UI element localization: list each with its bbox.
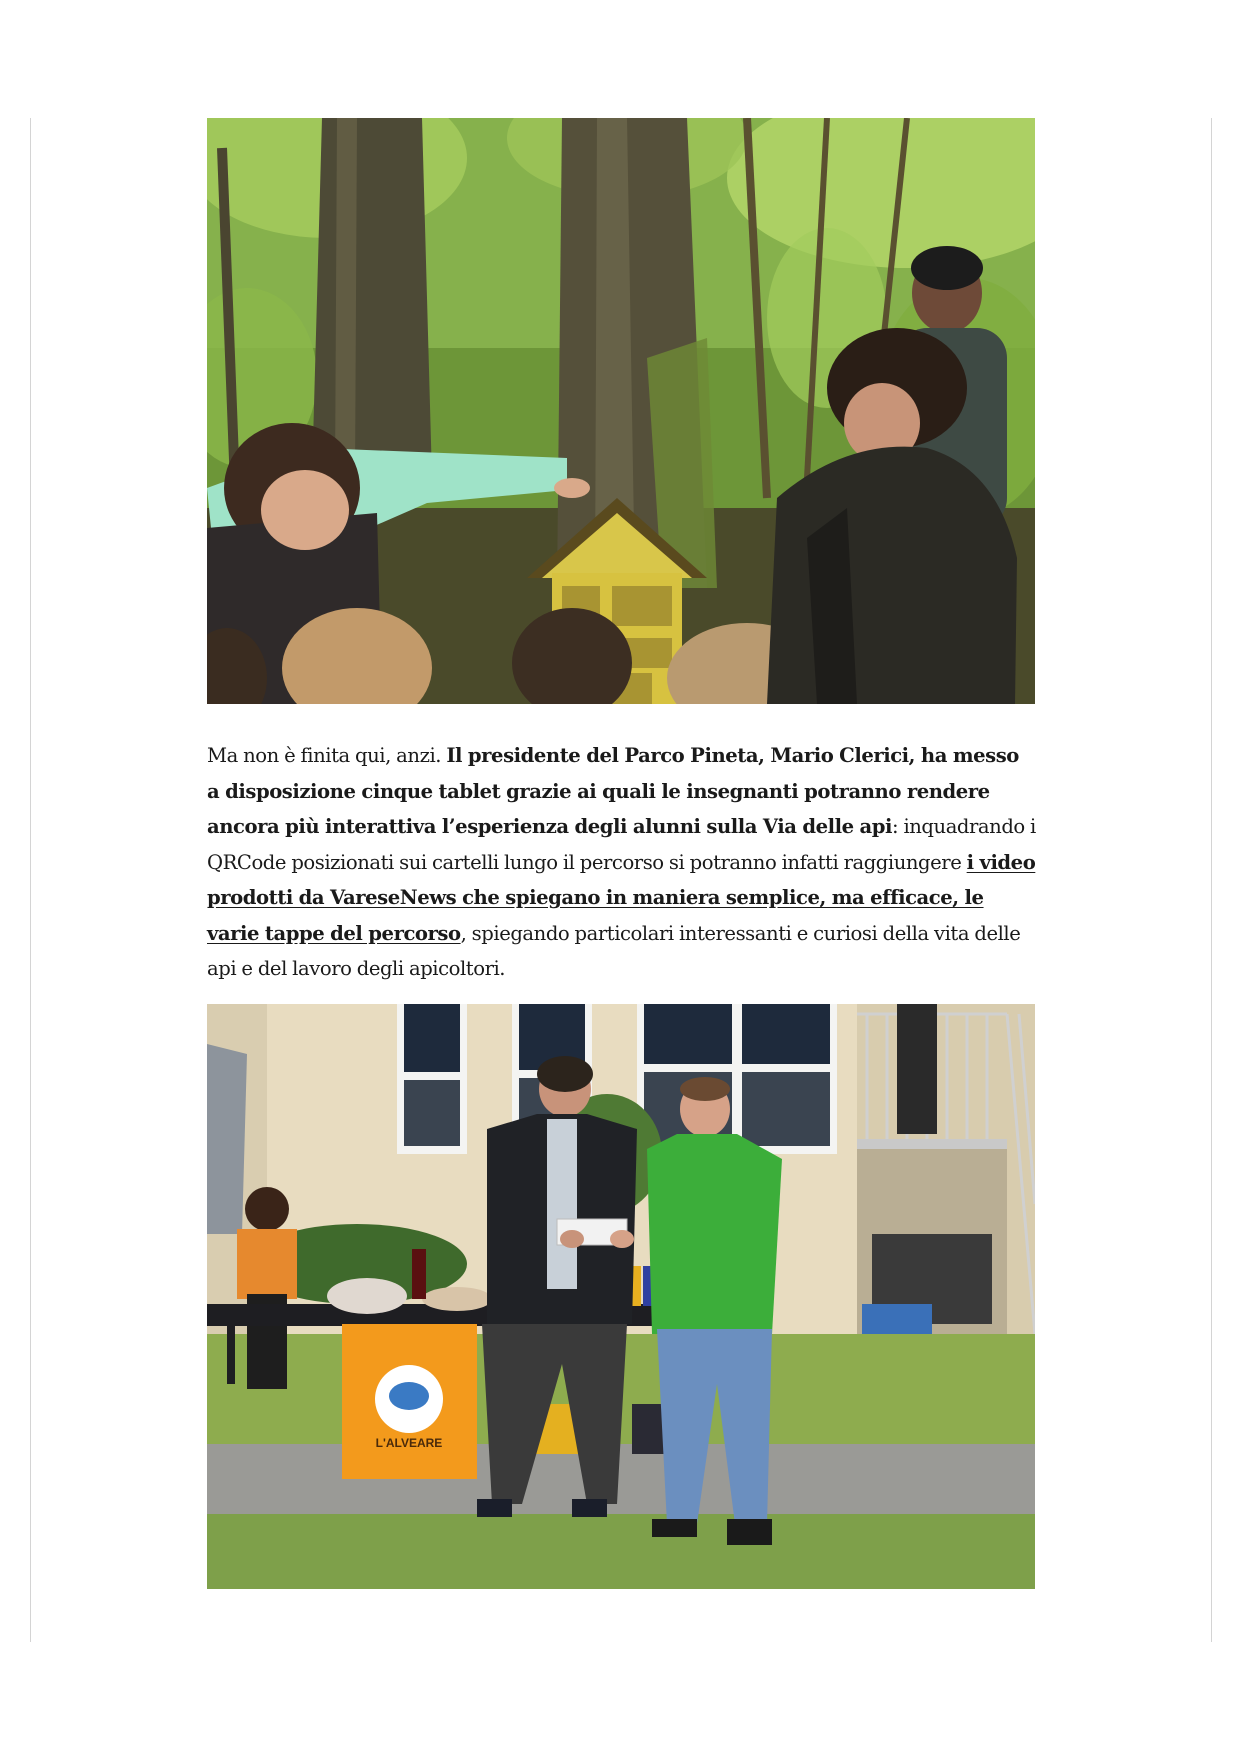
banner-logo-text: L'ALVEARE	[375, 1436, 443, 1450]
tablet-handover-photo	[207, 1004, 1035, 1589]
paragraph-bold-statement: Il presidente del Parco Pineta, Mario Clerici, ha messo a disposizione cinque tablet grazie ai quali le insegnanti potranno rendere ancora più interattiva l’esperienza degli alunni sulla Via delle api	[207, 744, 1019, 838]
paragraph-ending: , spiegando particolari interessanti e curiosi della vita delle api e del lavoro degli apicoltori.	[207, 921, 1021, 980]
article-paragraph	[207, 738, 1037, 987]
paragraph-intro: Ma non è finita qui, anzi.	[207, 744, 447, 767]
forest-bee-hotel-photo	[207, 118, 1035, 704]
varesenews-videos-link[interactable]: i video prodotti da VareseNews che spiegano in maniera semplice, ma efficace, le varie tappe del percorso	[207, 850, 1036, 945]
left-page-rule	[30, 118, 31, 1642]
paragraph-middle: : inquadrando i QRCode posizionati sui cartelli lungo il percorso si potranno infatti raggiungere	[207, 815, 1036, 874]
right-page-rule	[1211, 118, 1212, 1642]
